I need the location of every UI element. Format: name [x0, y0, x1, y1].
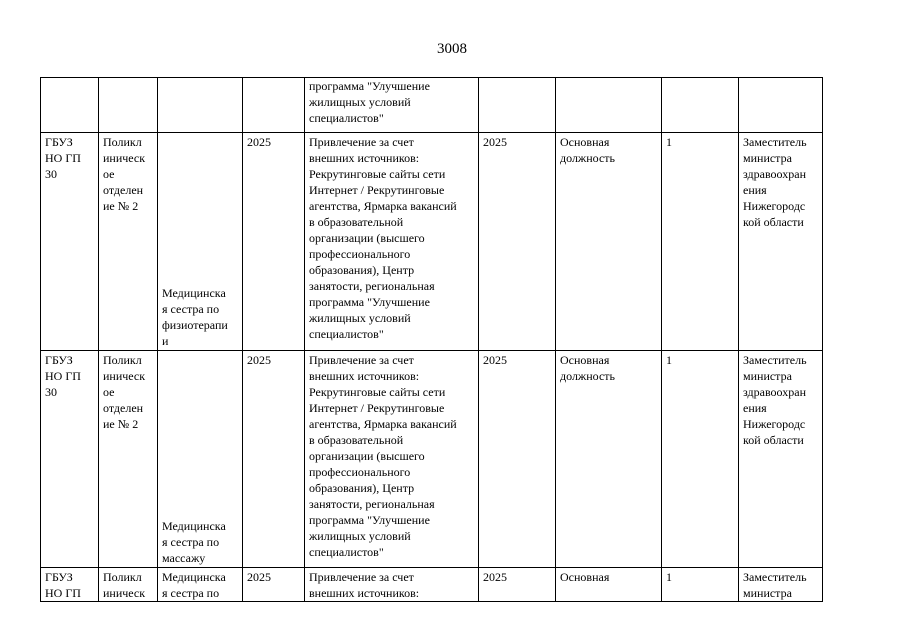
position-cell	[158, 78, 243, 133]
subdivision-cell	[99, 78, 158, 133]
responsible-cell: Заместитель министра здравоохран ения Нижегородс кой области	[739, 351, 823, 568]
year-start-cell	[243, 78, 305, 133]
count-cell: 1	[662, 351, 739, 568]
count-cell	[662, 78, 739, 133]
subdivision-cell: Поликл иническ ое отделен ие № 2	[99, 351, 158, 568]
org-cell	[41, 78, 99, 133]
employment-cell: Основная	[556, 568, 662, 602]
year-start-cell: 2025	[243, 133, 305, 351]
recruitment-table	[40, 77, 823, 602]
sources-cell: Привлечение за счет внешних источников:	[305, 568, 479, 602]
count-cell: 1	[662, 568, 739, 602]
sources-cell: программа "Улучшение жилищных условий специалистов"	[305, 78, 479, 133]
sources-cell: Привлечение за счет внешних источников: Рекрутинговые сайты сети Интернет / Рекрутинговые агентства, Ярмарка вакансий в образовательной организации (высшего профессионального образования), Центр занятости, региональная программа "Улучшение жилищных условий специалистов"	[305, 133, 479, 351]
position-cell: Медицинска я сестра по	[158, 568, 243, 602]
count-cell: 1	[662, 133, 739, 351]
responsible-cell	[739, 78, 823, 133]
subdivision-cell: Поликл иническ	[99, 568, 158, 602]
employment-cell: Основная должность	[556, 351, 662, 568]
subdivision-cell: Поликл иническ ое отделен ие № 2	[99, 133, 158, 351]
year-end-cell	[479, 78, 556, 133]
table-row	[41, 133, 823, 351]
position-cell: Медицинска я сестра по физиотерапи и	[158, 133, 243, 351]
responsible-cell: Заместитель министра здравоохран ения Нижегородс кой области	[739, 133, 823, 351]
table-row	[41, 351, 823, 568]
employment-cell	[556, 78, 662, 133]
table-row	[41, 78, 823, 133]
org-cell: ГБУЗ НО ГП 30	[41, 133, 99, 351]
page-number: 3008	[437, 41, 467, 57]
sources-cell: Привлечение за счет внешних источников: Рекрутинговые сайты сети Интернет / Рекрутинговые агентства, Ярмарка вакансий в образовательной организации (высшего профессионального образования), Центр занятости, региональная программа "Улучшение жилищных условий специалистов"	[305, 351, 479, 568]
responsible-cell: Заместитель министра	[739, 568, 823, 602]
employment-cell: Основная должность	[556, 133, 662, 351]
year-start-cell: 2025	[243, 351, 305, 568]
year-end-cell: 2025	[479, 568, 556, 602]
year-end-cell: 2025	[479, 133, 556, 351]
org-cell: ГБУЗ НО ГП 30	[41, 351, 99, 568]
org-cell: ГБУЗ НО ГП	[41, 568, 99, 602]
position-cell: Медицинска я сестра по массажу	[158, 351, 243, 568]
year-end-cell: 2025	[479, 351, 556, 568]
table-row	[41, 568, 823, 602]
year-start-cell: 2025	[243, 568, 305, 602]
